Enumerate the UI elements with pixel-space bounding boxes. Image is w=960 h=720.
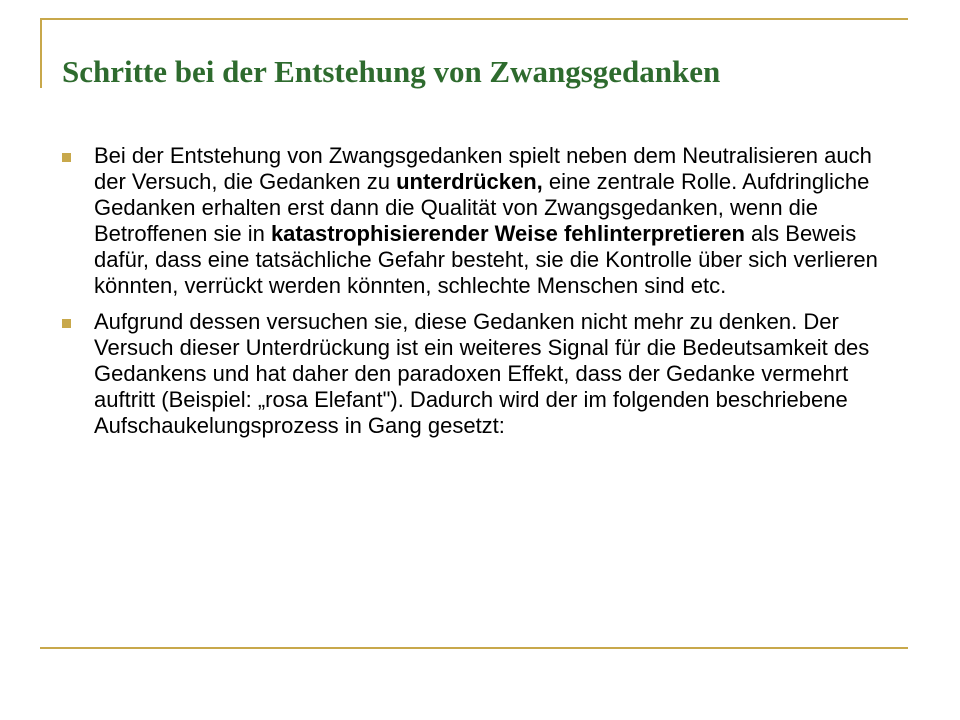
left-border-line: [40, 18, 42, 88]
square-bullet-icon: [62, 319, 71, 328]
square-bullet-icon: [62, 153, 71, 162]
bottom-border-line: [40, 647, 908, 649]
bullet-item-1: [58, 143, 878, 299]
bullet-text-part: eine zentrale Rolle. Aufdringliche Gedanken erhalten erst dann die Qualität von Zwangsgedanken, wenn die Betroffenen sie in: [94, 169, 870, 246]
top-border-line: [40, 18, 908, 20]
bullet-text-part: als Beweis dafür, dass eine tatsächliche Gefahr besteht, sie die Kontrolle über sich verlieren könnten, verrückt werden könnten, schlechte Menschen sind etc.: [94, 221, 878, 298]
slide-title: Schritte bei der Entstehung von Zwangsgedanken: [62, 54, 721, 89]
bold-term-fehlinterpretieren: katastrophisierender Weise fehlinterpretieren: [270, 221, 745, 246]
slide-content: [58, 143, 878, 449]
bullet-text: Aufgrund dessen versuchen sie, diese Gedanken nicht mehr zu denken. Der Versuch dieser Unterdrückung ist ein weiteres Signal für die Bedeutsamkeit des Gedankens und hat daher den paradoxen Effekt, dass der Gedanke vermehrt auftritt (Beispiel: „rosa Elefant"). Dadurch wird der im folgenden beschriebene Aufschaukelungsprozess in Gang gesetzt:: [94, 309, 870, 438]
bullet-text-part: Bei der Entstehung von Zwangsgedanken spielt neben dem Neutralisieren auch der Versuch, die Gedanken zu: [94, 143, 872, 194]
bold-term-unterdruecken: unterdrücken,: [396, 169, 543, 194]
bullet-item-2: [58, 309, 878, 439]
